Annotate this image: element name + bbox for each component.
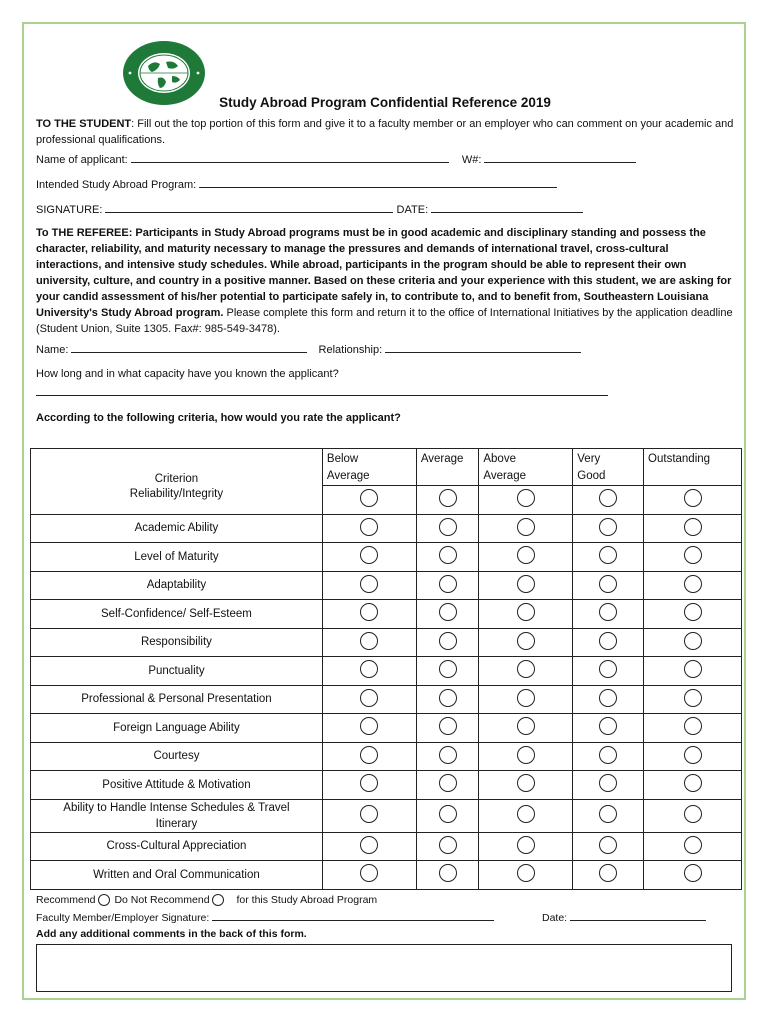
rating-radio[interactable] [517,717,535,735]
rating-radio[interactable] [517,518,535,536]
criterion-label: Responsibility [140,636,212,649]
referee-bold-text: : Participants in Study Abroad programs must be in good academic and disciplinary standing and possess the character, reliability, and maturity necessary to manage the pressures and demands of international travel, cross-cultural interactions, and intensive study schedules. While abroad, participants in the program should be able to represent their own university, culture, and country in a positive manner. Based on these criteria and your experience with this student, we are asking for your candid assessment of his/her potential to participate safely in, to contribute to, and to benefit from, Southeastern Louisiana University's Study Abroad program. [36,227,732,319]
rating-cell [573,486,644,515]
rating-radio[interactable] [517,632,535,650]
criterion-row [31,714,742,743]
rating-cell [644,771,742,800]
rating-radio[interactable] [684,774,702,792]
program-label: Intended Study Abroad Program: [36,179,197,191]
criterion-label: Positive Attitude & Motivation [102,778,251,791]
criterion-label: Reliability/Integrity [129,487,224,500]
student-instructions [36,116,736,148]
applicant-name-field[interactable] [131,151,449,163]
rating-radio[interactable] [360,518,378,536]
criterion-row [31,742,742,771]
criterion-row [31,600,742,629]
rating-cell [322,514,416,543]
rating-cell [322,486,416,515]
criterion-row [31,486,742,515]
rating-header-label: Average [420,453,464,465]
rating-cell [644,799,742,832]
w-number-field[interactable] [484,151,636,163]
form-title: Study Abroad Program Confidential Reference 2019 [219,95,551,110]
rating-radio[interactable] [684,518,702,536]
for-program-text: for this Study Abroad Program [236,894,378,906]
w-number-label: W#: [461,154,482,166]
rating-radio[interactable] [439,717,457,735]
rating-cell [573,832,644,861]
rating-radio[interactable] [517,864,535,882]
rating-radio[interactable] [599,546,617,564]
rating-cell [644,714,742,743]
recommend-label: Recommend [36,894,96,906]
rating-cell [644,628,742,657]
rating-header-5 [644,449,742,486]
rating-cell [644,685,742,714]
program-field[interactable] [199,176,557,188]
rating-cell [479,714,573,743]
rating-table [30,448,742,890]
rating-radio[interactable] [684,632,702,650]
rating-cell [322,861,416,890]
rating-cell [479,771,573,800]
rating-radio[interactable] [599,518,617,536]
student-signature-field[interactable] [105,201,393,213]
rating-cell [322,714,416,743]
rating-cell [416,685,479,714]
rating-radio[interactable] [517,689,535,707]
rating-radio[interactable] [599,603,617,621]
criterion-header [31,449,323,486]
student-date-label: DATE: [396,204,429,216]
rating-radio[interactable] [599,575,617,593]
applicant-name-row [36,151,736,168]
rating-radio[interactable] [599,632,617,650]
criterion-label: Academic Ability [134,522,219,535]
criterion-cell [31,771,323,800]
criterion-row [31,685,742,714]
rating-cell [416,628,479,657]
criterion-label: Self-Confidence/ Self-Esteem [101,607,252,620]
rating-cell [573,685,644,714]
rating-radio[interactable] [517,836,535,854]
program-row [36,176,736,193]
criterion-label: Written and Oral Communication [93,868,260,881]
rating-cell [644,657,742,686]
recommend-radio[interactable] [98,894,110,906]
rating-radio[interactable] [517,746,535,764]
rating-cell [573,543,644,572]
criterion-cell [31,799,323,832]
signature-label: SIGNATURE: [36,204,103,216]
rating-cell [644,543,742,572]
criterion-cell [31,571,323,600]
rating-radio[interactable] [599,660,617,678]
rating-cell [573,514,644,543]
rating-cell [416,832,479,861]
rating-cell [416,486,479,515]
criterion-label: Courtesy [153,750,200,763]
criterion-label: Level of Maturity [134,550,219,563]
rating-cell [479,861,573,890]
rating-cell [573,657,644,686]
rating-cell [416,543,479,572]
rating-radio[interactable] [684,864,702,882]
referee-name-row [36,341,736,358]
rating-radio[interactable] [439,660,457,678]
referee-name-label: Name: [36,344,69,356]
criterion-cell [31,543,323,572]
rating-cell [644,571,742,600]
rating-radio[interactable] [684,717,702,735]
criterion-cell [31,861,323,890]
rating-radio[interactable] [599,689,617,707]
rating-cell [573,771,644,800]
faculty-date-label: Date: [542,912,568,924]
criterion-cell [31,714,323,743]
rating-radio[interactable] [439,603,457,621]
rating-radio[interactable] [599,805,617,823]
comments-box[interactable] [36,944,732,992]
rating-cell [416,571,479,600]
criterion-label: Professional & Personal Presentation [81,693,272,706]
referee-label: To THE REFEREE [36,227,129,239]
rating-header-label: Below Average [326,453,370,482]
referee-name-field[interactable] [71,341,307,353]
rating-radio[interactable] [517,805,535,823]
faculty-signature-label: Faculty Member/Employer Signature: [36,912,210,924]
rating-cell [322,543,416,572]
rating-radio[interactable] [360,660,378,678]
rating-radio[interactable] [684,603,702,621]
rating-cell [573,861,644,890]
faculty-signature-row [36,911,494,924]
rating-cell [322,600,416,629]
rating-radio[interactable] [360,575,378,593]
rating-cell [322,771,416,800]
student-label: TO THE STUDENT [36,118,132,130]
criterion-row [31,514,742,543]
rating-radio[interactable] [517,489,535,507]
rating-cell [322,657,416,686]
rating-cell [416,861,479,890]
rating-cell [479,486,573,515]
rating-radio[interactable] [599,774,617,792]
rating-radio[interactable] [360,746,378,764]
rating-header-label: Outstanding [648,453,711,465]
rating-cell [644,514,742,543]
rating-radio[interactable] [439,746,457,764]
comments-note: Add any additional comments in the back of this form. [36,928,307,940]
rating-radio[interactable] [439,864,457,882]
table-header-row [31,449,742,486]
rating-header-1 [322,449,416,486]
criterion-cell [31,628,323,657]
criterion-row [31,832,742,861]
rating-cell [322,628,416,657]
do-not-recommend-radio[interactable] [212,894,224,906]
rating-radio[interactable] [360,774,378,792]
rating-radio[interactable] [599,746,617,764]
rating-radio[interactable] [360,689,378,707]
rating-radio[interactable] [439,518,457,536]
faculty-signature-field[interactable] [212,911,494,921]
relationship-label: Relationship: [318,344,383,356]
signature-row [36,201,736,218]
rating-radio[interactable] [439,575,457,593]
applicant-name-label: Name of applicant: [36,154,128,166]
rating-radio[interactable] [439,805,457,823]
rating-radio[interactable] [517,603,535,621]
rating-cell [416,742,479,771]
criterion-label: Foreign Language Ability [113,721,240,734]
rating-header-label: Above Average [483,453,526,482]
rating-radio[interactable] [360,489,378,507]
rating-radio[interactable] [439,632,457,650]
rating-radio[interactable] [517,660,535,678]
rating-radio[interactable] [439,546,457,564]
criterion-cell [31,514,323,543]
rating-radio[interactable] [684,689,702,707]
faculty-date-row [542,911,706,924]
criterion-label: Cross-Cultural Appreciation [106,840,247,853]
student-date-field[interactable] [431,201,583,213]
rating-cell [416,657,479,686]
rating-cell [573,600,644,629]
rating-cell [573,571,644,600]
rating-radio[interactable] [599,717,617,735]
rating-cell [322,832,416,861]
rating-radio[interactable] [684,575,702,593]
rating-radio[interactable] [360,864,378,882]
rating-radio[interactable] [360,717,378,735]
criterion-label: Ability to Handle Intense Schedules & Travel Itinerary [63,801,290,830]
rating-cell [416,771,479,800]
rating-cell [573,714,644,743]
rating-radio[interactable] [439,836,457,854]
rating-radio[interactable] [684,489,702,507]
rating-cell [479,832,573,861]
rating-cell [644,742,742,771]
criterion-row [31,657,742,686]
rating-radio[interactable] [684,746,702,764]
rating-cell [416,514,479,543]
rating-cell [322,799,416,832]
criterion-cell [31,600,323,629]
rating-cell [573,799,644,832]
rating-cell [644,486,742,515]
rating-cell [416,600,479,629]
referee-plain-text: Please complete this form and return it to the office of International Initiatives by the application deadline (Student Union, Suite 1305. Fax#: 985-549-3478). [36,307,733,335]
criterion-cell [31,742,323,771]
criterion-header-label: Criterion [154,472,199,485]
rating-cell [479,657,573,686]
rating-cell [322,571,416,600]
rating-header-label: Very Good [577,453,606,482]
rating-header-2 [416,449,479,486]
student-text: : Fill out the top portion of this form and give it to a faculty member or an employer who can comment on your academic and professional qualifications. [36,118,734,146]
rating-radio[interactable] [517,575,535,593]
faculty-date-field[interactable] [570,911,706,921]
recommend-row [36,894,377,906]
how-long-answer-row [36,384,736,401]
criterion-row [31,771,742,800]
rating-header-4 [573,449,644,486]
rating-radio[interactable] [439,774,457,792]
rating-radio[interactable] [360,546,378,564]
rating-radio[interactable] [684,805,702,823]
rating-cell [479,685,573,714]
criterion-row [31,861,742,890]
rating-radio[interactable] [599,864,617,882]
how-long-field[interactable] [36,384,608,396]
rating-radio[interactable] [599,489,617,507]
how-long-label: How long and in what capacity have you known the applicant? [36,368,339,380]
rating-cell [644,600,742,629]
criterion-row [31,628,742,657]
rating-cell [479,742,573,771]
rating-cell [644,832,742,861]
rating-cell [479,514,573,543]
rating-radio[interactable] [360,805,378,823]
criterion-label: Adaptability [146,579,207,592]
criterion-row [31,571,742,600]
rating-radio[interactable] [439,489,457,507]
rating-cell [479,799,573,832]
rating-cell [573,742,644,771]
rating-radio[interactable] [684,660,702,678]
criterion-row [31,543,742,572]
rating-radio[interactable] [684,836,702,854]
rating-radio[interactable] [360,632,378,650]
rating-radio[interactable] [517,774,535,792]
do-not-recommend-label: Do Not Recommend [114,894,210,906]
rating-cell [573,628,644,657]
rating-cell [479,628,573,657]
rating-header-3 [479,449,573,486]
criterion-cell [31,486,323,515]
criterion-row [31,799,742,832]
rating-cell [479,543,573,572]
rating-radio[interactable] [360,603,378,621]
rating-cell [322,742,416,771]
rating-cell [416,714,479,743]
rating-cell [644,861,742,890]
rating-cell [479,571,573,600]
criterion-cell [31,832,323,861]
rating-radio[interactable] [517,546,535,564]
rating-cell [479,600,573,629]
rating-radio[interactable] [684,546,702,564]
rating-radio[interactable] [360,836,378,854]
rating-radio[interactable] [599,836,617,854]
rate-prompt: According to the following criteria, how would you rate the applicant? [36,412,401,424]
criterion-cell [31,657,323,686]
rating-cell [322,685,416,714]
criterion-cell [31,685,323,714]
rating-radio[interactable] [439,689,457,707]
how-long-question [36,366,736,382]
referee-instructions [36,225,736,337]
criterion-label: Punctuality [148,664,205,677]
rating-cell [416,799,479,832]
relationship-field[interactable] [385,341,581,353]
